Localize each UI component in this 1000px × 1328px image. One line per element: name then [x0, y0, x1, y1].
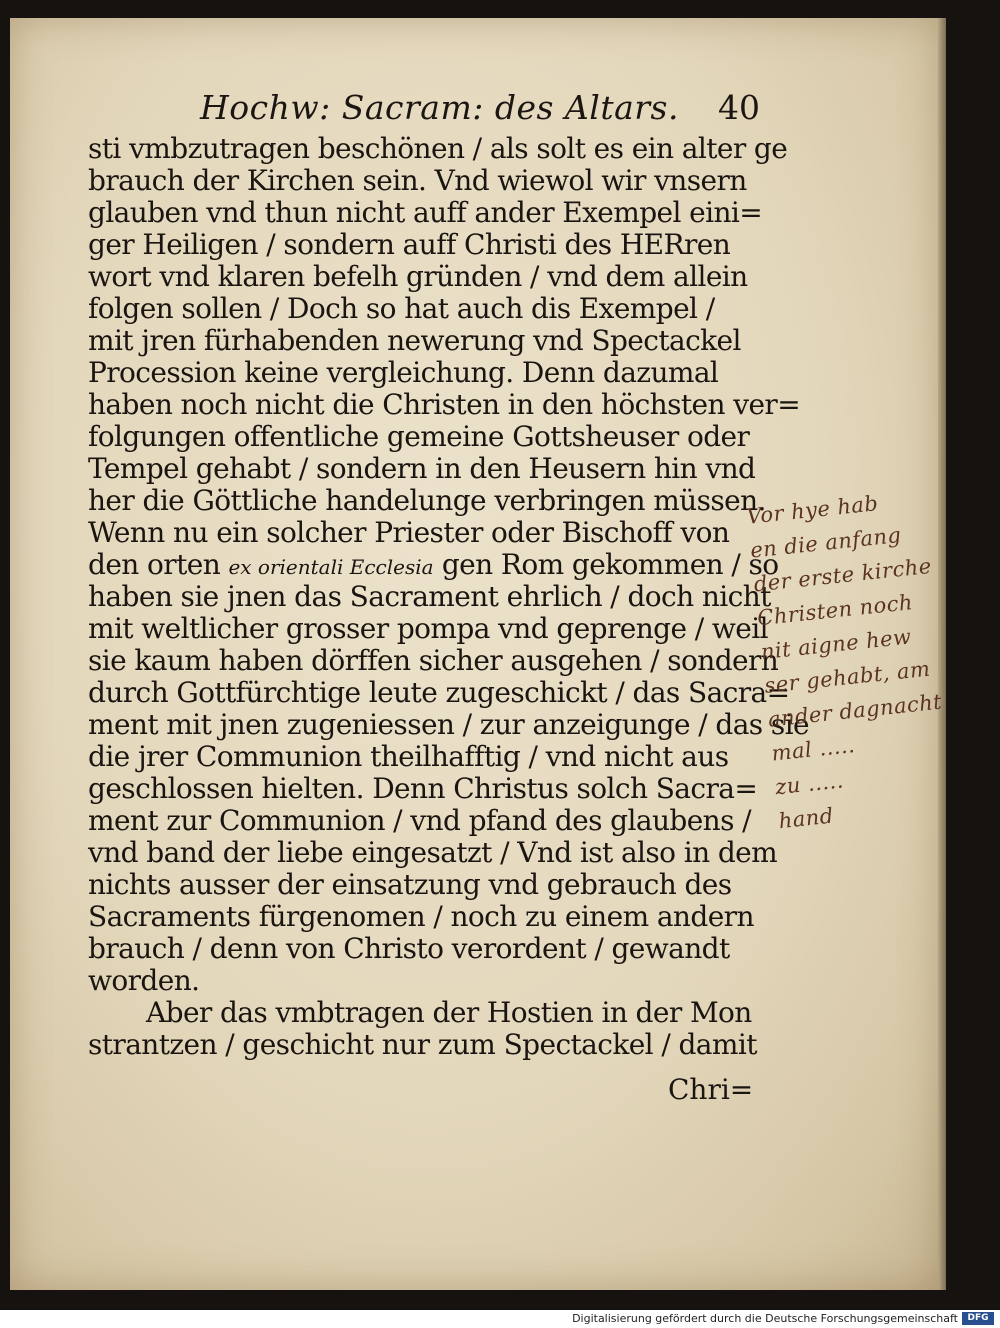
marginalia-line: der erste kirche: [752, 553, 933, 597]
text-segment: den orten: [88, 548, 229, 581]
text-line: strantzen / geschicht nur zum Spectackel / damit: [88, 1028, 757, 1061]
body-text: [88, 132, 809, 1061]
latin-phrase: ex orientali Ecclesia: [228, 555, 434, 579]
text-segment: gen Rom gekommen / so: [433, 548, 779, 581]
marginalia-line: Christen noch: [756, 590, 914, 631]
text-line: wort vnd klaren befelh gründen / vnd dem allein: [88, 260, 748, 293]
marginalia-line: en die anfang: [749, 522, 903, 563]
text-line: ment zur Communion / vnd pfand des glaubens /: [88, 804, 752, 837]
marginalia-line: zu .....: [773, 768, 845, 800]
text-line: sti vmbzutragen beschönen / als solt es ein alter ge: [88, 132, 788, 165]
marginalia-line: ander dagnacht: [766, 689, 944, 732]
text-line: worden.: [88, 964, 200, 997]
text-line: folgungen offentliche gemeine Gottsheuser oder: [88, 420, 750, 453]
text-line: glauben vnd thun nicht auff ander Exempel eini=: [88, 196, 763, 229]
text-line: Procession keine vergleichung. Denn dazumal: [88, 356, 719, 389]
running-head-title: Hochw: Sacram: des Altars.: [200, 88, 679, 127]
text-line: mit weltlicher grosser pompa vnd geprenge / weil: [88, 612, 768, 645]
text-line: vnd band der liebe eingesatzt / Vnd ist also in dem: [88, 836, 778, 869]
text-line: haben noch nicht die Christen in den höchsten ver=: [88, 388, 801, 421]
text-line: haben sie jnen das Sacrament ehrlich / doch nicht: [88, 580, 771, 613]
text-line: ment mit jnen zugeniessen / zur anzeigunge / das sie: [88, 708, 809, 741]
page-number: 40: [718, 88, 760, 127]
text-line: Sacraments fürgenomen / noch zu einem andern: [88, 900, 754, 933]
marginalia-line: ser gehabt, am: [763, 656, 932, 698]
running-head: [200, 88, 760, 128]
text-line: mit jren fürhabenden newerung vnd Spectackel: [88, 324, 741, 357]
catchword: Chri=: [668, 1073, 754, 1106]
text-line: her die Göttliche handelunge verbringen müssen.: [88, 484, 766, 517]
marginalia-line: nit aigne hew: [759, 624, 913, 665]
text-line: brauch der Kirchen sein. Vnd wiewol wir vnsern: [88, 164, 747, 197]
text-line: ger Heiligen / sondern auff Christi des HERren: [88, 228, 731, 261]
text-line: geschlossen hielten. Denn Christus solch Sacra=: [88, 772, 758, 805]
funding-credit: Digitalisierung gefördert durch die Deutsche Forschungsgemeinschaft: [572, 1312, 958, 1325]
text-line: brauch / denn von Christo verordent / gewandt: [88, 932, 730, 965]
handwritten-marginalia: [745, 478, 995, 849]
text-line: die jrer Communion theilhafftig / vnd nicht aus: [88, 740, 729, 773]
text-line: sie kaum haben dörffen sicher ausgehen / sondern: [88, 644, 779, 677]
marginalia-line: Vor hye hab: [745, 491, 880, 529]
text-line: nichts ausser der einsatzung vnd gebrauch des: [88, 868, 732, 901]
dfg-logo: DFG: [962, 1312, 994, 1325]
text-line: [88, 548, 779, 581]
text-line: durch Gottfürchtige leute zugeschickt / das Sacra=: [88, 676, 790, 709]
marginalia-line: mal .....: [770, 732, 857, 766]
text-line: Aber das vmbtragen der Hostien in der Mon: [146, 996, 752, 1029]
text-line: folgen sollen / Doch so hat auch dis Exempel /: [88, 292, 715, 325]
footer-bar: [0, 1310, 1000, 1328]
text-line: Tempel gehabt / sondern in den Heusern hin vnd: [88, 452, 756, 485]
text-line: Wenn nu ein solcher Priester oder Bischoff von: [88, 516, 730, 549]
marginalia-line: hand: [777, 803, 835, 834]
